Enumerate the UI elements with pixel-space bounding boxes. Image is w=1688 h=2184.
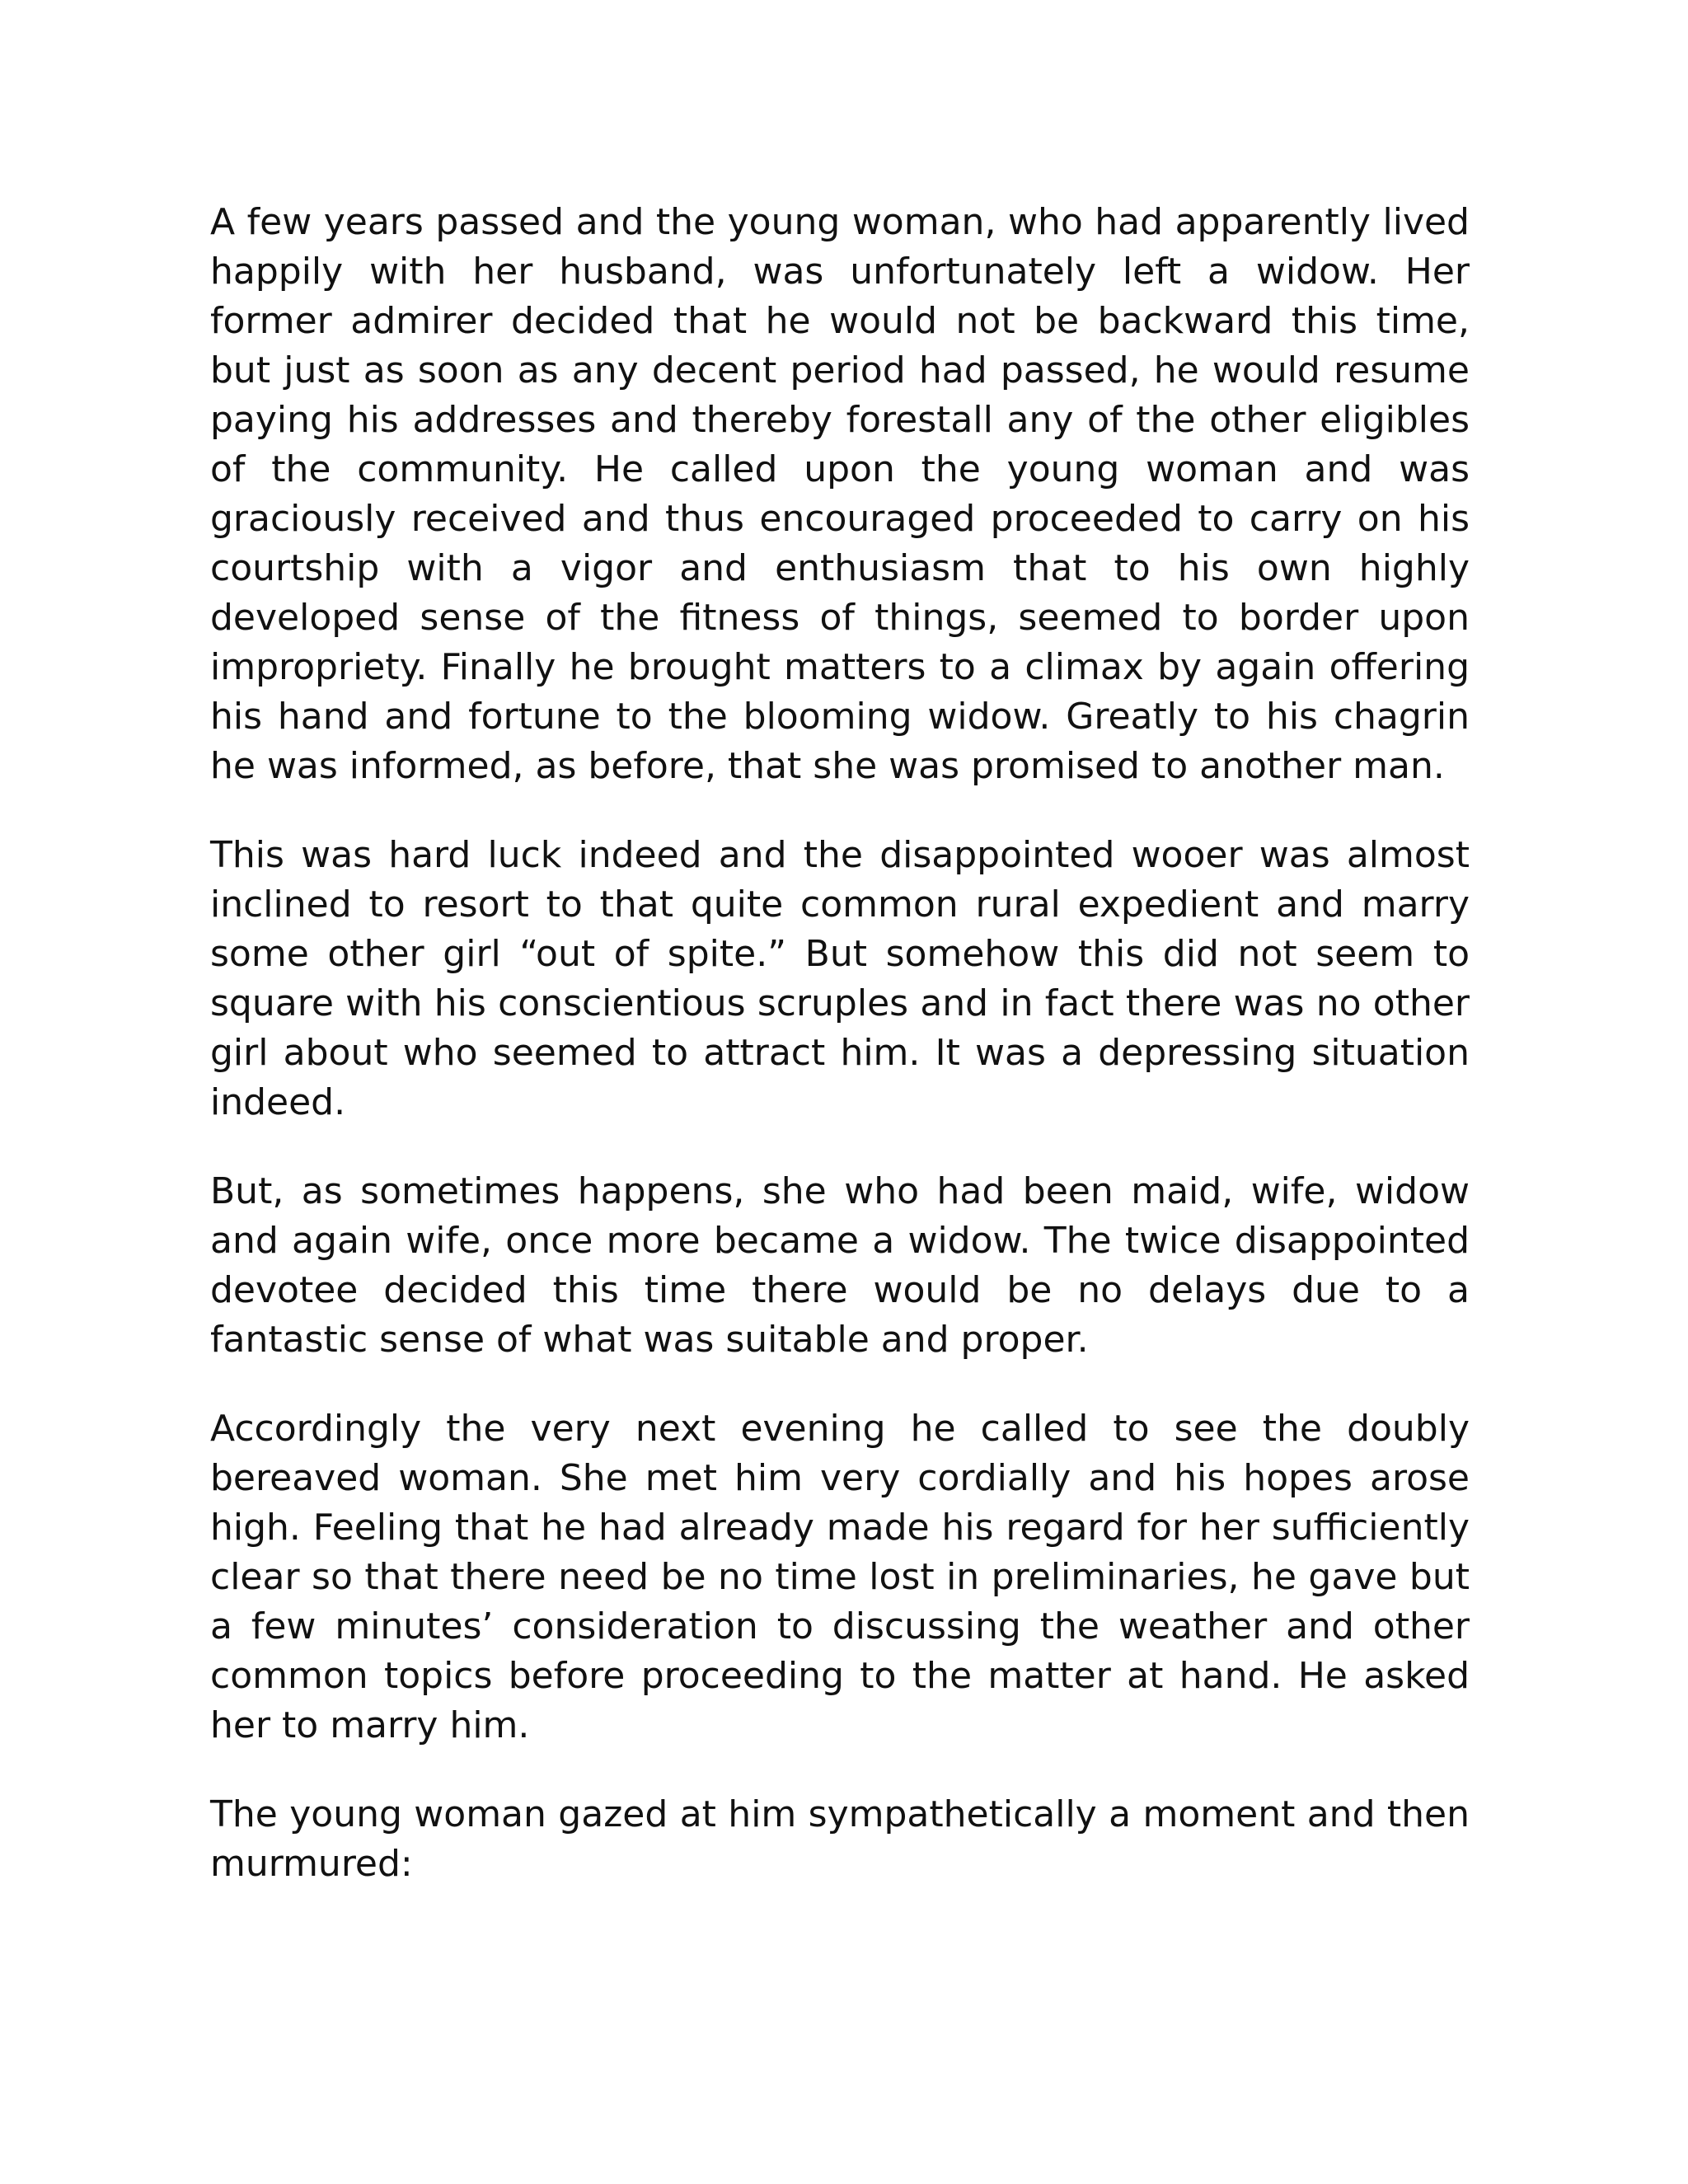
paragraph: Accordingly the very next evening he called to see the doubly bereaved woman. She met him very cordially and his hopes arose high. Feeling that he had already made his regard for her sufficiently clear so that there need be no time lost in preliminaries, he gave but a few minutes’ consideration to discussing the weather and other common topics before proceeding to the matter at hand. He asked her to marry him. <box>210 1408 1470 1746</box>
paragraph: But, as sometimes happens, she who had been maid, wife, widow and again wife, once more became a widow. The twice disappointed devotee decided this time there would be no delays due to a fantastic sense of what was suitable and proper. <box>210 1170 1470 1361</box>
body-text <box>210 198 1470 1889</box>
paragraph: A few years passed and the young woman, who had apparently lived happily with her husband, was unfortunately left a widow. Her former admirer decided that he would not be backward this time, but just as soon as any decent period had passed, he would resume paying his addresses and thereby forestall any of the other eligibles of the community. He called upon the young woman and was graciously received and thus encouraged proceeded to carry on his courtship with a vigor and enthusiasm that to his own highly developed sense of the fitness of things, seemed to border upon impropriety. Finally he brought matters to a climax by again offering his hand and fortune to the blooming widow. Greatly to his chagrin he was informed, as before, that she was promised to another man. <box>210 201 1470 787</box>
paragraph: The young woman gazed at him sympathetically a moment and then murmured: <box>210 1793 1470 1885</box>
paragraph: This was hard luck indeed and the disappointed wooer was almost inclined to resort to that quite common rural expedient and marry some other girl “out of spite.” But somehow this did not seem to square with his conscientious scruples and in fact there was no other girl about who seemed to attract him. It was a depressing situation indeed. <box>210 834 1470 1123</box>
